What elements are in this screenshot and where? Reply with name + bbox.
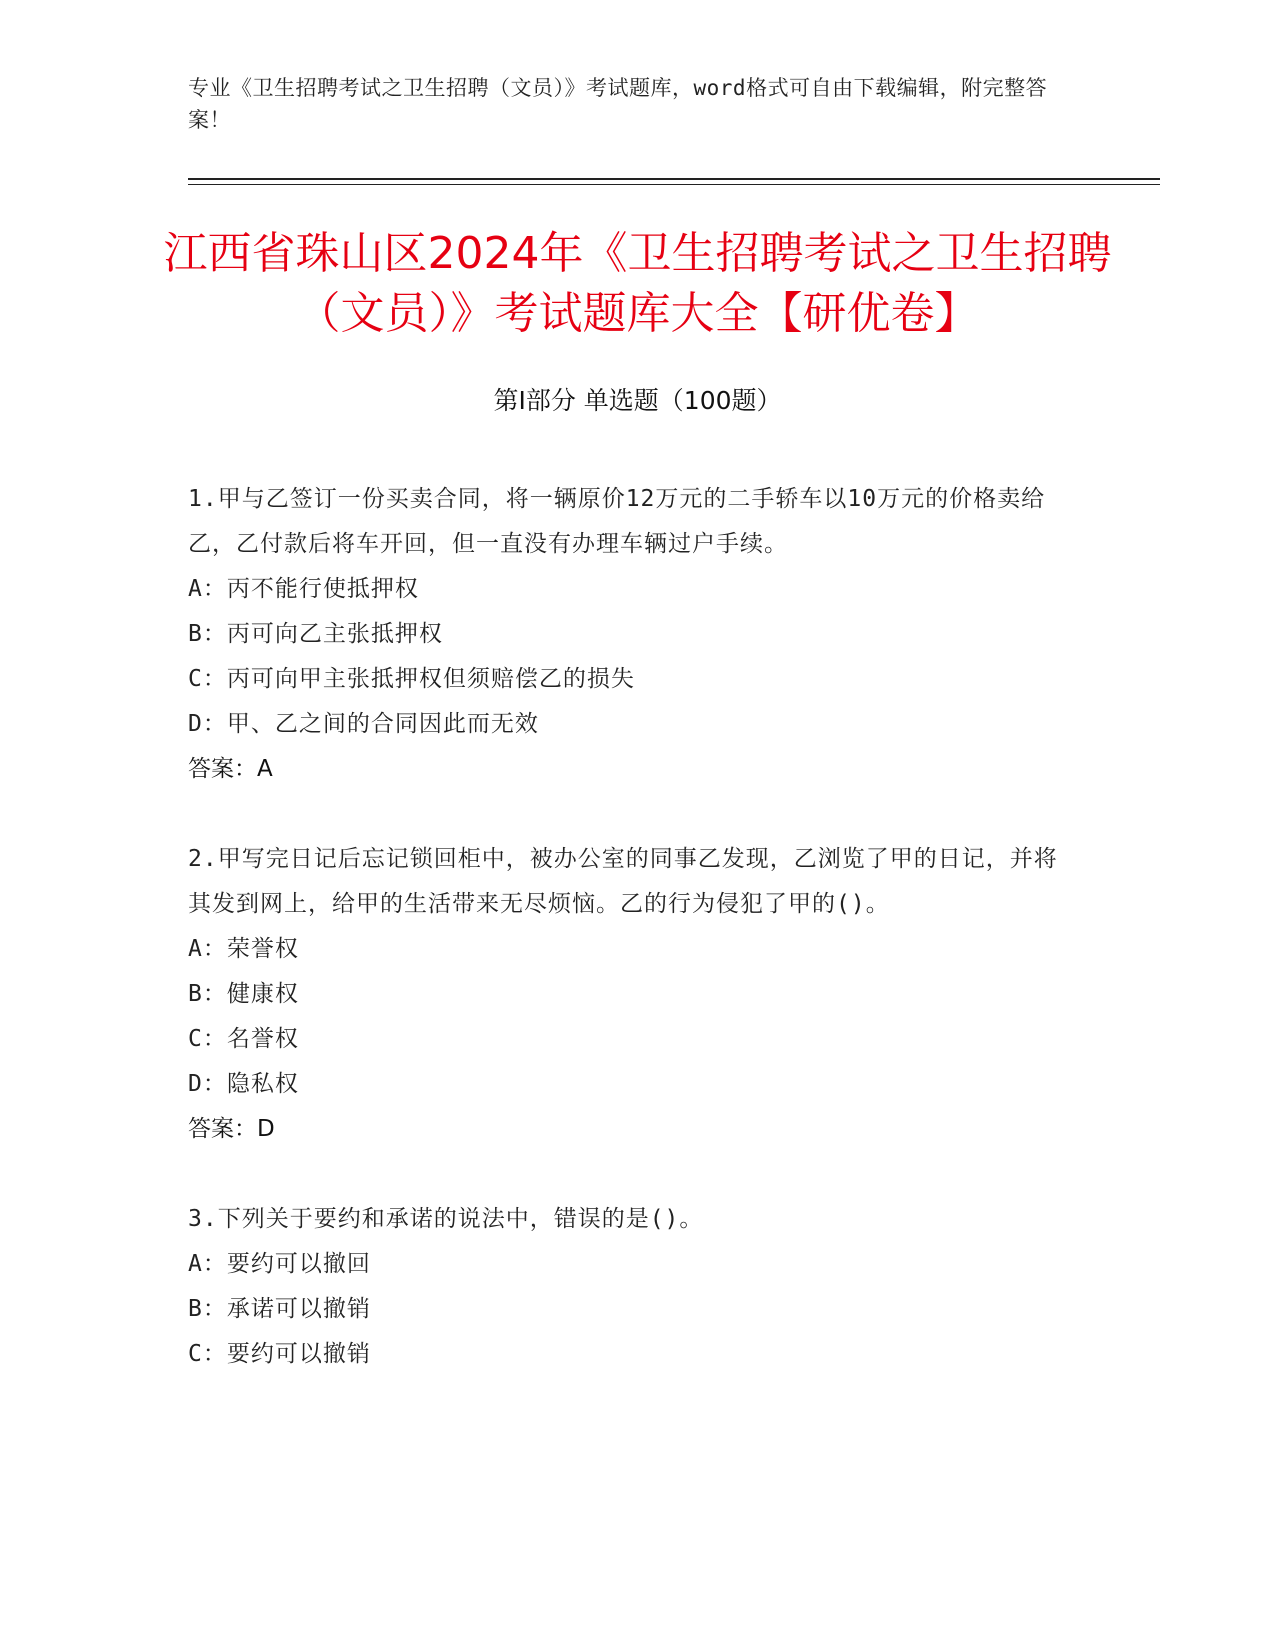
option-c: C：名誉权 bbox=[188, 1026, 299, 1052]
option-b: B：丙可向乙主张抵押权 bbox=[188, 621, 443, 647]
option-a: A：荣誉权 bbox=[188, 936, 299, 962]
option-a: A：丙不能行使抵押权 bbox=[188, 576, 419, 602]
option-a: A：要约可以撤回 bbox=[188, 1251, 371, 1277]
question-list bbox=[188, 477, 1068, 1377]
question-stem: 3.下列关于要约和承诺的说法中，错误的是()。 bbox=[188, 1206, 704, 1232]
question-stem: 2.甲写完日记后忘记锁回柜中，被办公室的同事乙发现，乙浏览了甲的日记，并将其发到网上，给甲的生活带来无尽烦恼。乙的行为侵犯了甲的()。 bbox=[188, 846, 1058, 917]
question-3 bbox=[188, 1197, 1068, 1377]
option-d: D：甲、乙之间的合同因此而无效 bbox=[188, 711, 539, 737]
header-divider-thin bbox=[188, 184, 1160, 185]
option-b: B：健康权 bbox=[188, 981, 299, 1007]
question-spacer bbox=[188, 792, 1068, 837]
question-stem: 1.甲与乙签订一份买卖合同，将一辆原价12万元的二手轿车以10万元的价格卖给乙，乙付款后将车开回，但一直没有办理车辆过户手续。 bbox=[188, 486, 1046, 557]
header-divider-thick bbox=[188, 178, 1160, 180]
question-spacer bbox=[188, 1152, 1068, 1197]
option-b: B：承诺可以撤销 bbox=[188, 1296, 371, 1322]
option-c: C：丙可向甲主张抵押权但须赔偿乙的损失 bbox=[188, 666, 635, 692]
section-heading: 第Ⅰ部分 单选题（100题） bbox=[493, 386, 782, 415]
question-2 bbox=[188, 837, 1068, 1152]
answer-line: 答案：A bbox=[188, 756, 273, 782]
answer-line: 答案：D bbox=[188, 1116, 275, 1142]
question-1 bbox=[188, 477, 1068, 792]
header-note: 专业《卫生招聘考试之卫生招聘（文员）》考试题库，word格式可自由下载编辑，附完整答案！ bbox=[188, 76, 1048, 132]
option-d: D：隐私权 bbox=[188, 1071, 299, 1097]
option-c: C：要约可以撤销 bbox=[188, 1341, 371, 1367]
document-title: 江西省珠山区2024年《卫生招聘考试之卫生招聘（文员）》考试题库大全【研优卷】 bbox=[163, 228, 1112, 339]
